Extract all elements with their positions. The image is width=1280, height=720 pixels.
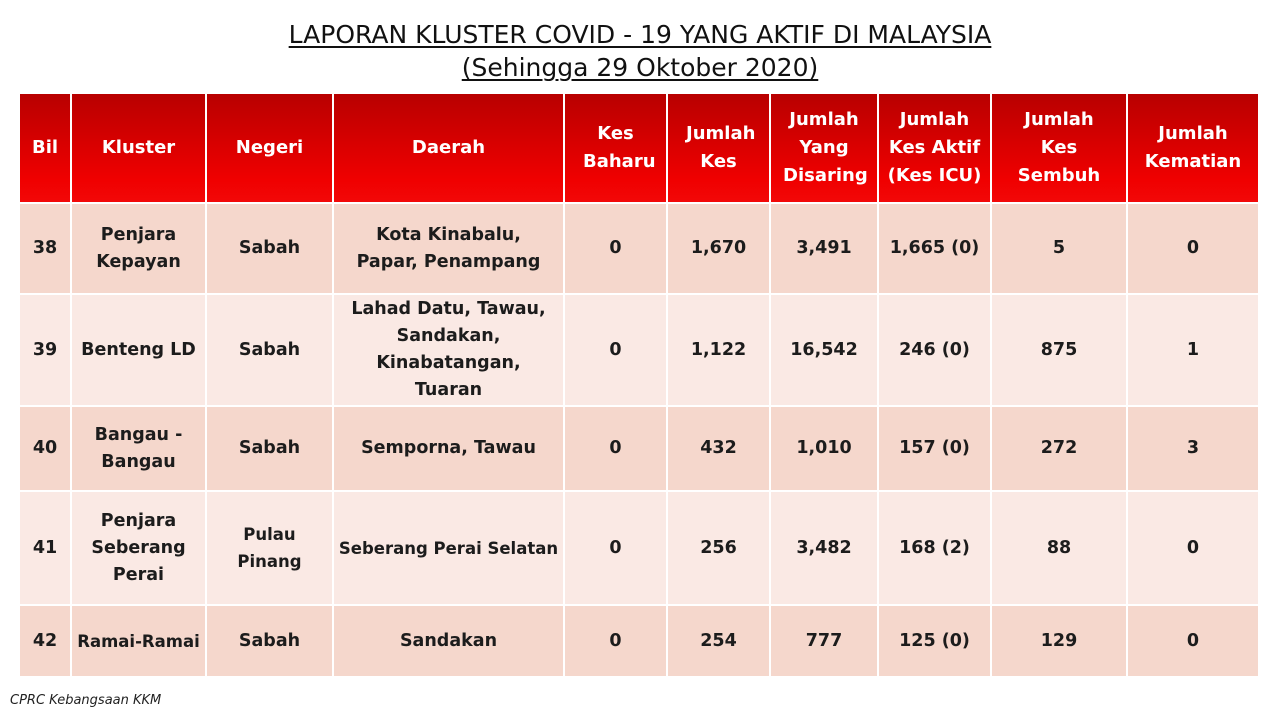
cell-kematian: 1	[1128, 295, 1258, 405]
cell-kes-sembuh: 129	[992, 606, 1126, 676]
cell-kes-sembuh: 875	[992, 295, 1126, 405]
cell-kluster: Bangau - Bangau	[72, 407, 205, 490]
cell-jumlah-kes: 432	[668, 407, 769, 490]
cell-bil: 39	[20, 295, 70, 405]
cell-negeri: Pulau Pinang	[207, 492, 332, 604]
table-row	[20, 407, 1258, 490]
cell-negeri: Sabah	[207, 606, 332, 676]
header-kes-sembuh: Jumlah Kes Sembuh	[992, 94, 1126, 202]
cell-jumlah-kes: 1,122	[668, 295, 769, 405]
table-row	[20, 492, 1258, 604]
source-footer: CPRC Kebangsaan KKM	[10, 693, 162, 708]
cell-kematian: 0	[1128, 492, 1258, 604]
cell-daerah: Seberang Perai Selatan	[334, 492, 563, 604]
table-row	[20, 204, 1258, 293]
table-header-row	[20, 94, 1258, 202]
report-title	[0, 18, 1280, 84]
cell-kematian: 0	[1128, 606, 1258, 676]
header-daerah: Daerah	[334, 94, 563, 202]
cell-bil: 38	[20, 204, 70, 293]
cell-bil: 40	[20, 407, 70, 490]
header-bil: Bil	[20, 94, 70, 202]
cell-kluster: Penjara Seberang Perai	[72, 492, 205, 604]
cell-jumlah-kes: 254	[668, 606, 769, 676]
header-kes-baharu: Kes Baharu	[565, 94, 666, 202]
cell-kematian: 0	[1128, 204, 1258, 293]
cluster-table	[18, 92, 1260, 678]
cell-kluster: Ramai-Ramai	[72, 606, 205, 676]
cell-daerah: Lahad Datu, Tawau, Sandakan, Kinabatangan, Tuaran	[334, 295, 563, 405]
cell-kes-sembuh: 5	[992, 204, 1126, 293]
cell-negeri: Sabah	[207, 204, 332, 293]
cell-jumlah-kes: 256	[668, 492, 769, 604]
cell-jumlah-disaring: 3,482	[771, 492, 877, 604]
cell-kematian: 3	[1128, 407, 1258, 490]
cell-jumlah-disaring: 16,542	[771, 295, 877, 405]
cell-kluster: Penjara Kepayan	[72, 204, 205, 293]
cell-bil: 41	[20, 492, 70, 604]
header-negeri: Negeri	[207, 94, 332, 202]
cell-kes-aktif: 246 (0)	[879, 295, 990, 405]
title-line-1: LAPORAN KLUSTER COVID - 19 YANG AKTIF DI MALAYSIA	[288, 20, 992, 49]
cell-negeri: Sabah	[207, 295, 332, 405]
cell-kes-baharu: 0	[565, 492, 666, 604]
cell-kes-baharu: 0	[565, 204, 666, 293]
cell-kes-aktif: 157 (0)	[879, 407, 990, 490]
cell-kes-aktif: 125 (0)	[879, 606, 990, 676]
cell-kes-baharu: 0	[565, 606, 666, 676]
cell-kes-baharu: 0	[565, 407, 666, 490]
cell-kes-baharu: 0	[565, 295, 666, 405]
header-kluster: Kluster	[72, 94, 205, 202]
cell-kes-aktif: 168 (2)	[879, 492, 990, 604]
header-jumlah-kes: Jumlah Kes	[668, 94, 769, 202]
table-row	[20, 606, 1258, 676]
header-kes-aktif: Jumlah Kes Aktif (Kes ICU)	[879, 94, 990, 202]
title-line-2: (Sehingga 29 Oktober 2020)	[461, 53, 819, 82]
cell-daerah: Kota Kinabalu, Papar, Penampang	[334, 204, 563, 293]
cell-jumlah-disaring: 1,010	[771, 407, 877, 490]
cell-kluster: Benteng LD	[72, 295, 205, 405]
cell-jumlah-disaring: 777	[771, 606, 877, 676]
cell-jumlah-disaring: 3,491	[771, 204, 877, 293]
header-kematian: Jumlah Kematian	[1128, 94, 1258, 202]
cell-daerah: Semporna, Tawau	[334, 407, 563, 490]
table-row	[20, 295, 1258, 405]
header-jumlah-disaring: Jumlah Yang Disaring	[771, 94, 877, 202]
cell-kes-sembuh: 88	[992, 492, 1126, 604]
cell-daerah: Sandakan	[334, 606, 563, 676]
cell-jumlah-kes: 1,670	[668, 204, 769, 293]
cell-kes-aktif: 1,665 (0)	[879, 204, 990, 293]
cell-kes-sembuh: 272	[992, 407, 1126, 490]
cell-negeri: Sabah	[207, 407, 332, 490]
cell-bil: 42	[20, 606, 70, 676]
